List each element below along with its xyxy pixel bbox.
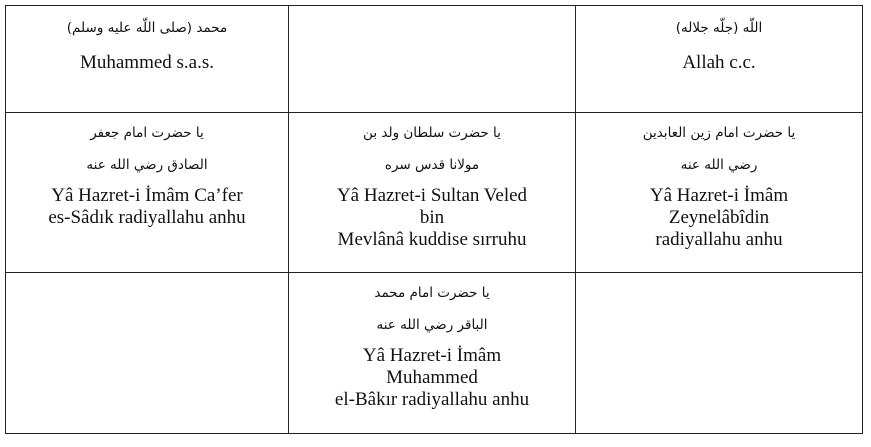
- cell-empty-bottom-left: [6, 273, 289, 434]
- arabic-text: مولانا قدس سره: [384, 157, 480, 173]
- latin-text: Mevlânâ kuddise sırruhu: [337, 229, 527, 250]
- latin-text: Allah c.c.: [682, 52, 756, 73]
- arabic-text: رضي الله عنه: [680, 157, 758, 173]
- latin-text: Yâ Hazret-i İmâm: [362, 345, 502, 366]
- arabic-text: يا حضرت امام جعفر: [90, 125, 204, 141]
- cell-zeynelabidin: [576, 113, 863, 273]
- cell-empty-top-middle: [289, 6, 576, 113]
- cell-sultan-veled: [289, 113, 576, 273]
- latin-text: Muhammed s.a.s.: [79, 52, 215, 73]
- table-row: [6, 273, 863, 434]
- latin-text: Yâ Hazret-i İmâm: [649, 185, 789, 206]
- arabic-text: الباقر رضي الله عنه: [376, 317, 488, 333]
- latin-text: Zeynelâbîdin: [668, 207, 770, 228]
- arabic-text: الصادق رضي الله عنه: [86, 157, 208, 173]
- latin-text: Yâ Hazret-i İmâm Ca’fer: [51, 185, 243, 206]
- cell-imam-cafer: [6, 113, 289, 273]
- arabic-text: يا حضرت امام محمد: [374, 285, 490, 301]
- latin-text: Muhammed: [386, 367, 478, 388]
- cell-empty-bottom-right: [576, 273, 863, 434]
- latin-text: es-Sâdık radiyallahu anhu: [48, 207, 246, 228]
- arabic-text: يا حضرت سلطان ولد بن: [363, 125, 501, 141]
- latin-text: el-Bâkır radiyallahu anhu: [334, 389, 530, 410]
- arabic-text: يا حضرت امام زين العابدين: [642, 125, 796, 141]
- lineage-table: [5, 5, 863, 434]
- latin-text: radiyallahu anhu: [655, 229, 783, 250]
- arabic-text: محمد (صلى اللّه عليه وسلم): [66, 20, 228, 36]
- cell-imam-bakir: [289, 273, 576, 434]
- latin-text: bin: [419, 207, 445, 228]
- arabic-text: اللّه (جلّه جلاله): [675, 20, 763, 36]
- latin-text: Yâ Hazret-i Sultan Veled: [336, 185, 528, 206]
- cell-allah: [576, 6, 863, 113]
- table-row: [6, 113, 863, 273]
- cell-muhammed: [6, 6, 289, 113]
- table-row: [6, 6, 863, 113]
